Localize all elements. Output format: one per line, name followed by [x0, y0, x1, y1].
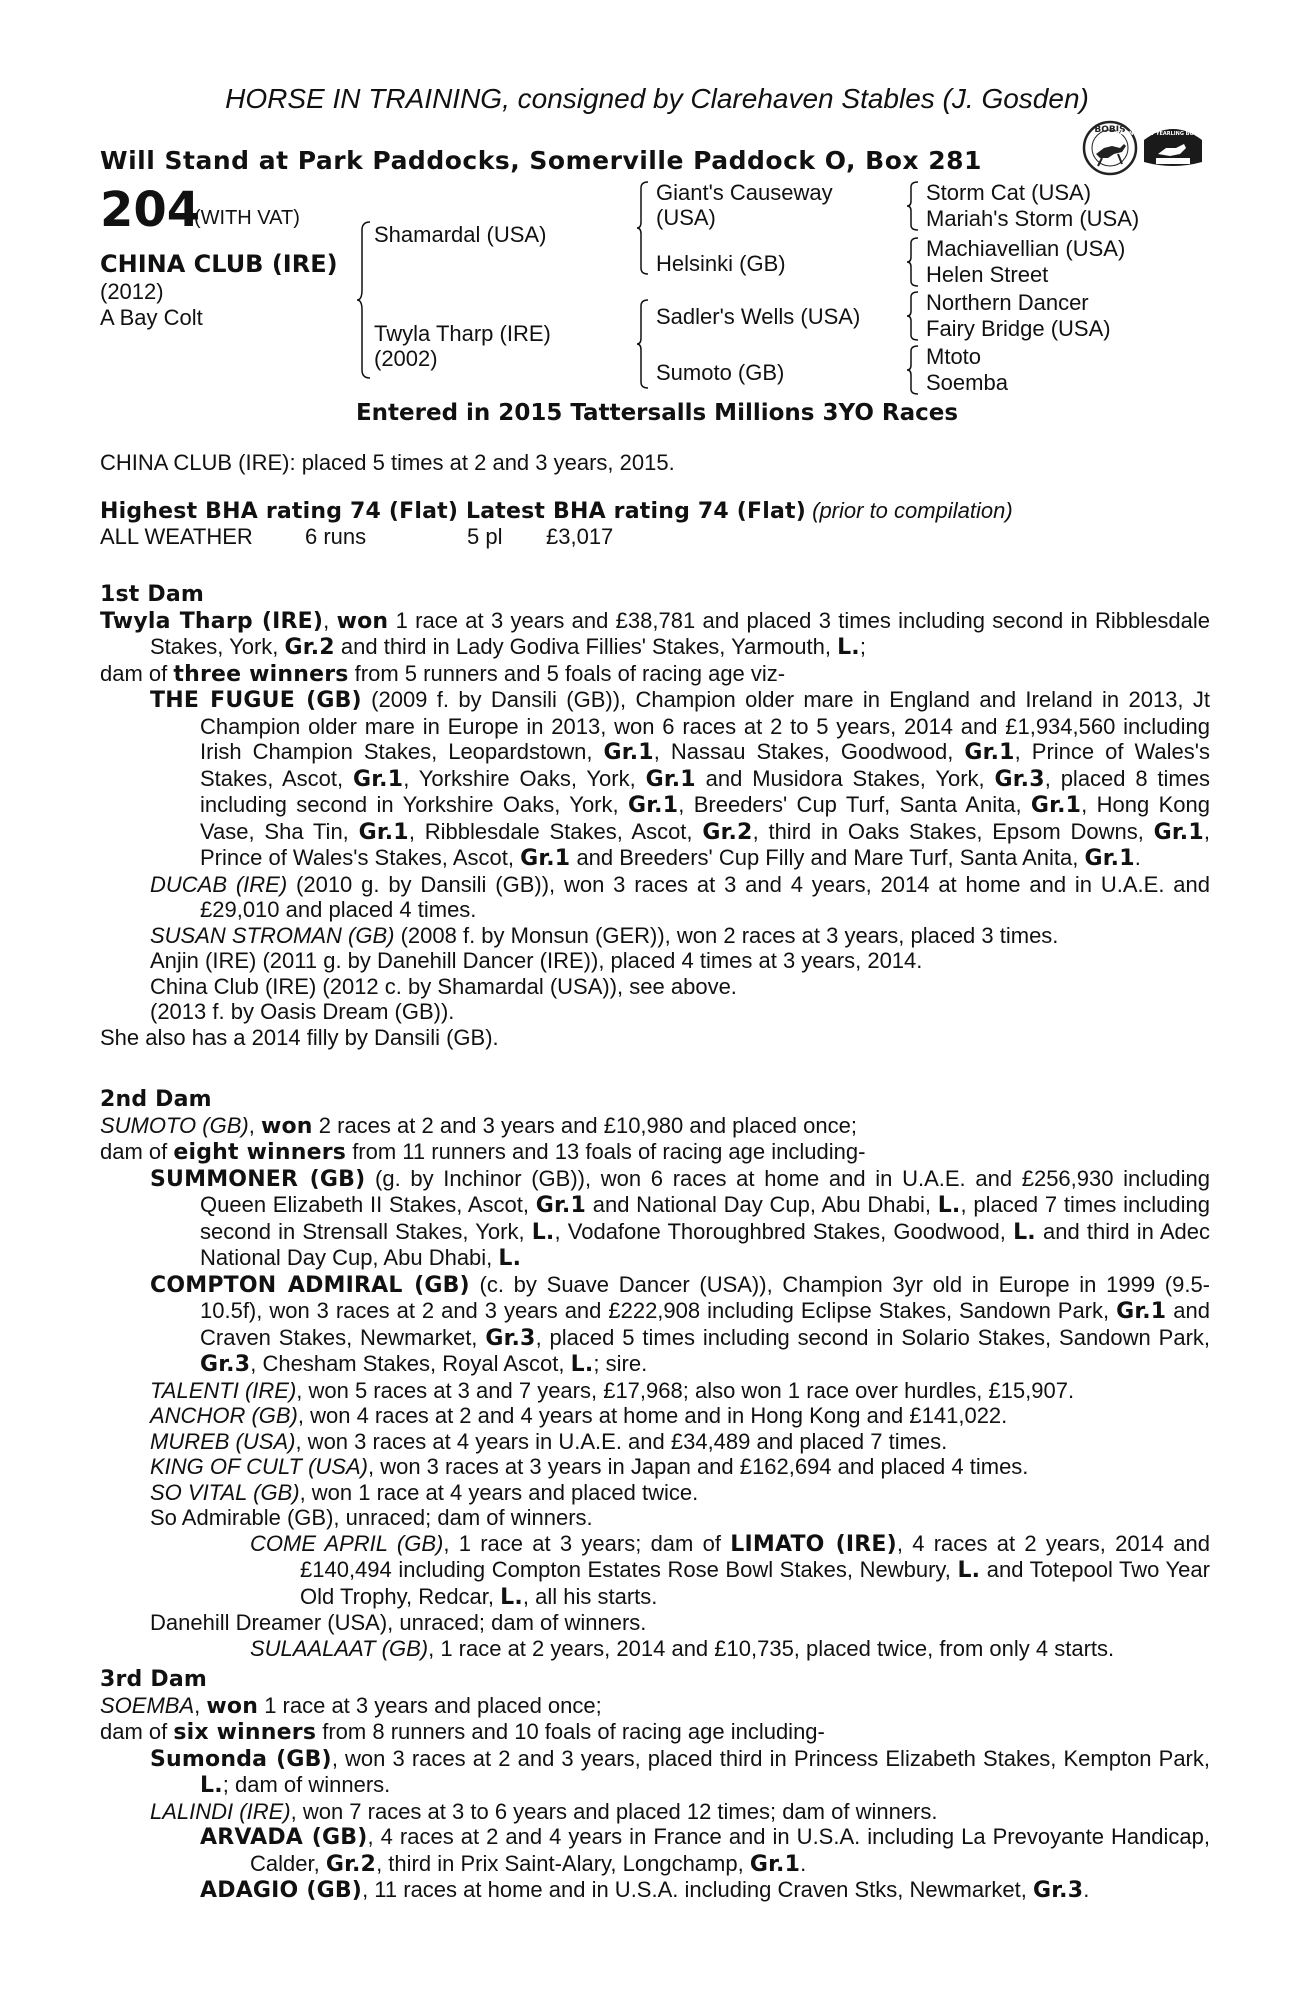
pedigree-sire-sire-country: (USA)	[656, 205, 716, 230]
first-dam-name: Twyla Tharp (IRE)	[100, 608, 324, 634]
pedigree-dam: Twyla Tharp (IRE)	[374, 321, 551, 346]
produce-king-of-cult: KING OF CULT (USA), won 3 races at 3 years in Japan and £162,694 and placed 4 times.	[150, 1454, 1029, 1479]
pedigree-g3: Machiavellian (USA)	[926, 236, 1126, 261]
produce-ducab: DUCAB (IRE) (2010 g. by Dansili (GB)), won 3 races at 3 and 4 years, 2014 at home and in U.A.E. and £29,010 and placed 4 times.	[150, 871, 1211, 922]
vat-label: (WITH VAT)	[194, 207, 300, 229]
race-record	[100, 450, 1210, 550]
bha-rating-text: Highest BHA rating 74 (Flat) Latest BHA rating 74 (Flat)	[100, 498, 806, 524]
produce-anchor: ANCHOR (GB), won 4 races at 2 and 4 years at home and in Hong Kong and £141,022.	[150, 1403, 1008, 1428]
pedigree-brace-dam	[636, 298, 650, 390]
produce-come-april: COME APRIL (GB), 1 race at 3 years; dam of LIMATO (IRE), 4 races at 2 years, 2014 and £140,494 including Compton Estates Rose Bowl Stakes, Newbury, L. and Totepool Two Year Old Trophy, Redcar, L., all his starts.	[250, 1530, 1210, 1610]
produce-susan-stroman: SUSAN STROMAN (GB) (2008 f. by Monsun (GER)), won 2 races at 3 years, placed 3 times.	[150, 922, 1059, 948]
produce-danehill-dreamer: Danehill Dreamer (USA), unraced; dam of winners.	[150, 1610, 647, 1635]
pedigree-sire-dam: Helsinki (GB)	[656, 251, 786, 276]
bha-rating	[100, 498, 1210, 525]
pedigree-g8: Soemba	[926, 370, 1008, 395]
third-dam-produce-summary: dam of six winners from 8 runners and 10 foals of racing age including-	[100, 1719, 825, 1745]
third-dam-heading: 3rd Dam	[100, 1667, 207, 1692]
pedigree-brace-g4	[906, 344, 920, 396]
produce-sumonda: Sumonda (GB), won 3 races at 2 and 3 years, placed third in Princess Elizabeth Stakes, Kempton Park, L.; dam of winners.	[150, 1745, 1211, 1798]
foaling-year: (2012)	[100, 279, 164, 304]
aw-label: ALL WEATHER	[100, 524, 253, 549]
pedigree-g6: Fairy Bridge (USA)	[926, 316, 1111, 341]
produce-lalindi: LALINDI (IRE), won 7 races at 3 to 6 years and placed 12 times; dam of winners.	[150, 1798, 938, 1824]
second-dam-section	[100, 1087, 1210, 1661]
second-dam-produce-summary: dam of eight winners from 11 runners and 13 foals of racing age including-	[100, 1139, 866, 1165]
first-dam-section	[100, 582, 1210, 1050]
first-dam-produce-summary: dam of three winners from 5 runners and 5 foals of racing age viz-	[100, 660, 786, 687]
produce-adagio: ADAGIO (GB), 11 races at home and in U.S.A. including Craven Stks, Newmarket, Gr.3.	[200, 1877, 1090, 1903]
racing-post-bonus-logo	[1115, 118, 1231, 170]
produce-summoner: SUMMONER (GB) (g. by Inchinor (GB)), won 6 races at home and in U.A.E. and £256,930 including Queen Elizabeth II Stakes, Ascot, Gr.1 and National Day Cup, Abu Dhabi, L., placed 7 times including second in Strensall Stakes, York, L., Vodafone Thoroughbred Stakes, Goodwood, L. and third in Adec National Day Cup, Abu Dhabi, L.	[150, 1165, 1211, 1271]
produce-2013-filly: (2013 f. by Oasis Dream (GB)).	[150, 999, 455, 1024]
racing-post-logo-text: RACING POST YEARLING BONUS £10,000	[1115, 131, 1231, 137]
entered-races: Entered in 2015 Tattersalls Millions 3YO Races	[355, 400, 959, 426]
aw-prize: £3,017	[546, 524, 614, 549]
produce-the-fugue: THE FUGUE (GB) (2009 f. by Dansili (GB)), Champion older mare in England and Ireland in 2013, Jt Champion older mare in Europe in 2013, won 6 races at 2 to 5 years, 2014 and £1,934,560 including Irish Champion Stakes, Leopardstown, Gr.1, Nassau Stakes, Goodwood, Gr.1, Prince of Wales's Stakes, Ascot, Gr.1, Yorkshire Oaks, York, Gr.1 and Musidora Stakes, York, Gr.3, placed 8 times including second in Yorkshire Oaks, York, Gr.1, Breeders' Cup Turf, Santa Anita, Gr.1, Hong Kong Vase, Sha Tin, Gr.1, Ribblesdale Stakes, Ascot, Gr.2, third in Oaks Stakes, Epsom Downs, Gr.1, Prince of Wales's Stakes, Ascot, Gr.1 and Breeders' Cup Filly and Mare Turf, Santa Anita, Gr.1.	[150, 687, 1210, 871]
pedigree-sire-sire: Giant's Causeway	[656, 180, 833, 205]
produce-2014-filly: She also has a 2014 filly by Dansili (GB).	[100, 1024, 499, 1050]
placed-summary: CHINA CLUB (IRE): placed 5 times at 2 and 3 years, 2015.	[100, 450, 675, 475]
produce-mureb: MUREB (USA), won 3 races at 4 years in U.A.E. and £34,489 and placed 7 times.	[150, 1428, 948, 1454]
horse-name: CHINA CLUB (IRE)	[100, 250, 338, 278]
horse-description: A Bay Colt	[100, 305, 203, 330]
aw-placings: 5 pl	[467, 524, 503, 549]
produce-talenti: TALENTI (IRE), won 5 races at 3 and 7 years, £17,968; also won 1 race over hurdles, £15,907.	[150, 1377, 1075, 1403]
pedigree-brace-g2	[906, 236, 920, 288]
pedigree-brace-g3	[906, 290, 920, 342]
pedigree-g4: Helen Street	[926, 262, 1049, 287]
stand-location: Will Stand at Park Paddocks, Somerville Paddock O, Box 281	[100, 146, 982, 175]
pedigree-dam-sire: Sadler's Wells (USA)	[656, 304, 861, 329]
pedigree-g1: Storm Cat (USA)	[926, 180, 1092, 205]
produce-anjin: Anjin (IRE) (2011 g. by Danehill Dancer (IRE)), placed 4 times at 3 years, 2014.	[150, 948, 923, 973]
first-dam-record: Twyla Tharp (IRE), won 1 race at 3 years and £38,781 and placed 3 times including second in Ribblesdale Stakes, York, Gr.2 and third in Lady Godiva Fillies' Stakes, Yarmouth, L.;	[100, 607, 1210, 660]
produce-so-admirable: So Admirable (GB), unraced; dam of winners.	[150, 1505, 593, 1530]
first-dam-heading: 1st Dam	[100, 582, 205, 607]
pedigree-brace-main	[356, 220, 372, 380]
pedigree-g5: Northern Dancer	[926, 290, 1089, 315]
pedigree-g2: Mariah's Storm (USA)	[926, 206, 1140, 231]
second-dam-record: SUMOTO (GB), won 2 races at 2 and 3 years and £10,980 and placed once;	[100, 1112, 857, 1139]
pedigree-dam-year: (2002)	[374, 346, 438, 371]
won-label: won	[336, 608, 389, 634]
pedigree-brace-sire	[636, 180, 650, 276]
second-dam-heading: 2nd Dam	[100, 1087, 212, 1112]
aw-runs: 6 runs	[305, 524, 367, 549]
produce-so-vital: SO VITAL (GB), won 1 race at 4 years and placed twice.	[150, 1479, 699, 1505]
all-weather-row	[100, 524, 1210, 550]
pedigree-dam-dam: Sumoto (GB)	[656, 360, 785, 385]
bobis-logo	[1080, 118, 1140, 178]
pedigree-sire: Shamardal (USA)	[374, 222, 547, 247]
produce-china-club: China Club (IRE) (2012 c. by Shamardal (USA)), see above.	[150, 973, 737, 999]
bha-rating-note: (prior to compilation)	[812, 497, 1013, 523]
bobis-logo-text: BOBIS	[1094, 125, 1126, 135]
produce-sulaalaat: SULAALAAT (GB), 1 race at 2 years, 2014 and £10,735, placed twice, from only 4 starts.	[250, 1635, 1115, 1661]
produce-arvada: ARVADA (GB), 4 races at 2 and 4 years in France and in U.S.A. including La Prevoyante Handicap, Calder, Gr.2, third in Prix Saint-Alary, Longchamp, Gr.1.	[200, 1824, 1211, 1877]
third-dam-section	[100, 1667, 1210, 1904]
produce-compton-admiral: COMPTON ADMIRAL (GB) (c. by Suave Dancer (USA)), Champion 3yr old in Europe in 1999 (9.5-10.5f), won 3 races at 2 and 3 years and £222,908 including Eclipse Stakes, Sandown Park, Gr.1 and Craven Stakes, Newmarket, Gr.3, placed 5 times including second in Solario Stakes, Sandown Park, Gr.3, Chesham Stakes, Royal Ascot, L.; sire.	[150, 1271, 1211, 1377]
pedigree-g7: Mtoto	[926, 344, 982, 369]
third-dam-record: SOEMBA, won 1 race at 3 years and placed once;	[100, 1692, 602, 1719]
pedigree-brace-g1	[906, 180, 920, 232]
lot-number: 204	[100, 182, 201, 238]
page-title: HORSE IN TRAINING, consigned by Clarehaven Stables (J. Gosden)	[225, 83, 1089, 114]
